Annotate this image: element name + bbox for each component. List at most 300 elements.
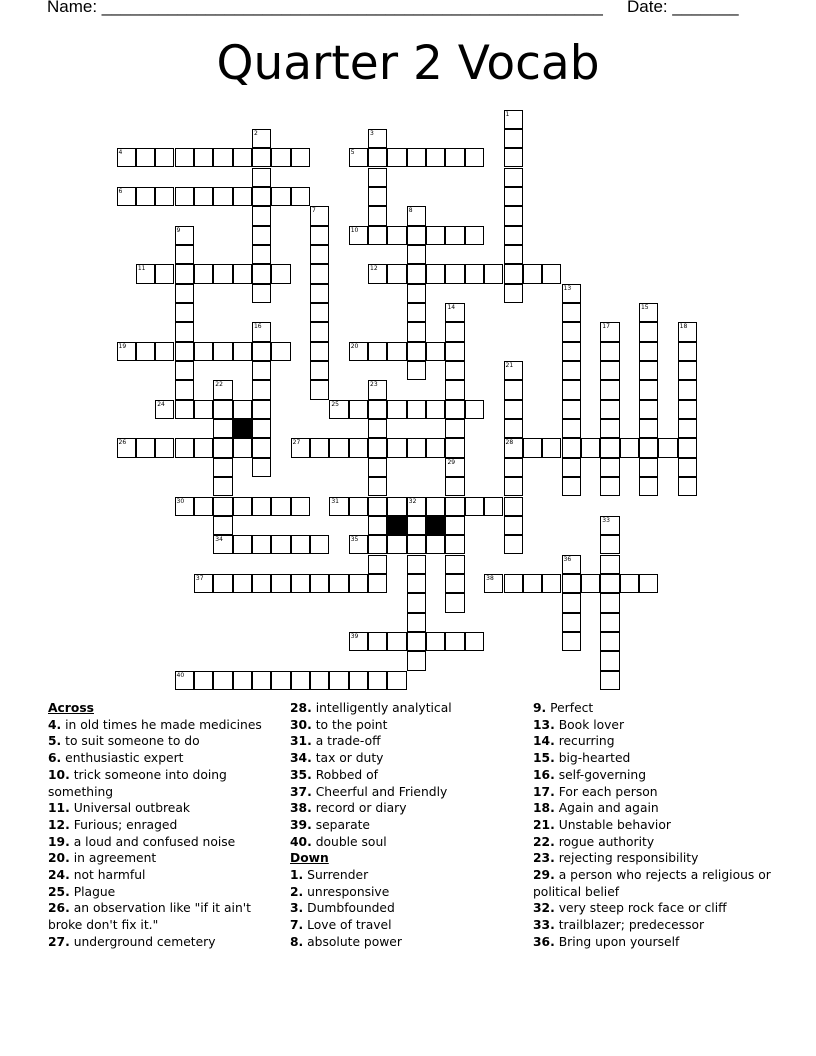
crossword-cell[interactable]: [407, 574, 426, 593]
crossword-cell[interactable]: [445, 516, 464, 535]
crossword-cell[interactable]: [504, 361, 523, 380]
crossword-cell[interactable]: [562, 400, 581, 419]
crossword-cell[interactable]: [233, 148, 252, 167]
crossword-cell[interactable]: [678, 477, 697, 496]
crossword-cell[interactable]: [213, 497, 232, 516]
crossword-cell[interactable]: [310, 380, 329, 399]
crossword-cell[interactable]: [175, 303, 194, 322]
crossword-cell[interactable]: [600, 651, 619, 670]
crossword-cell[interactable]: [465, 400, 484, 419]
crossword-cell[interactable]: [426, 226, 445, 245]
crossword-cell[interactable]: [252, 497, 271, 516]
crossword-cell[interactable]: [504, 516, 523, 535]
crossword-cell[interactable]: [271, 148, 290, 167]
crossword-cell[interactable]: [600, 574, 619, 593]
crossword-cell[interactable]: [271, 574, 290, 593]
crossword-cell[interactable]: [639, 400, 658, 419]
crossword-cell[interactable]: [310, 438, 329, 457]
crossword-cell[interactable]: [407, 245, 426, 264]
crossword-cell[interactable]: [639, 342, 658, 361]
crossword-cell[interactable]: [504, 206, 523, 225]
crossword-cell[interactable]: [678, 361, 697, 380]
crossword-cell[interactable]: [387, 400, 406, 419]
crossword-cell[interactable]: [271, 535, 290, 554]
crossword-cell[interactable]: [562, 342, 581, 361]
crossword-cell[interactable]: [233, 264, 252, 283]
crossword-cell[interactable]: [387, 264, 406, 283]
crossword-cell[interactable]: [310, 303, 329, 322]
crossword-cell[interactable]: [368, 516, 387, 535]
crossword-cell[interactable]: [678, 400, 697, 419]
crossword-cell[interactable]: [504, 264, 523, 283]
date-field-label[interactable]: Date: _______: [627, 0, 739, 16]
crossword-cell[interactable]: [233, 438, 252, 457]
crossword-cell[interactable]: [581, 438, 600, 457]
crossword-cell[interactable]: [252, 245, 271, 264]
crossword-cell[interactable]: [271, 497, 290, 516]
crossword-cell[interactable]: [136, 438, 155, 457]
crossword-cell[interactable]: [562, 322, 581, 341]
crossword-cell[interactable]: [639, 322, 658, 341]
crossword-cell[interactable]: [252, 380, 271, 399]
crossword-cell[interactable]: [233, 400, 252, 419]
crossword-cell[interactable]: [600, 613, 619, 632]
crossword-cell[interactable]: [271, 264, 290, 283]
crossword-cell[interactable]: [387, 148, 406, 167]
crossword-cell[interactable]: [349, 342, 368, 361]
crossword-cell[interactable]: [562, 284, 581, 303]
crossword-cell[interactable]: [291, 574, 310, 593]
crossword-cell[interactable]: [426, 497, 445, 516]
crossword-cell[interactable]: [252, 400, 271, 419]
crossword-cell[interactable]: [252, 419, 271, 438]
crossword-cell[interactable]: [213, 380, 232, 399]
crossword-cell[interactable]: [271, 671, 290, 690]
crossword-cell[interactable]: [407, 400, 426, 419]
crossword-cell[interactable]: [252, 574, 271, 593]
crossword-cell[interactable]: [407, 632, 426, 651]
crossword-cell[interactable]: [213, 671, 232, 690]
crossword-cell[interactable]: [291, 497, 310, 516]
crossword-cell[interactable]: [504, 458, 523, 477]
crossword-cell[interactable]: [310, 206, 329, 225]
crossword-cell[interactable]: [329, 574, 348, 593]
crossword-cell[interactable]: [639, 361, 658, 380]
crossword-cell[interactable]: [562, 593, 581, 612]
crossword-cell[interactable]: [600, 342, 619, 361]
crossword-cell[interactable]: [252, 361, 271, 380]
crossword-cell[interactable]: [368, 497, 387, 516]
crossword-cell[interactable]: [445, 574, 464, 593]
crossword-cell[interactable]: [233, 671, 252, 690]
crossword-cell[interactable]: [252, 206, 271, 225]
crossword-cell[interactable]: [175, 245, 194, 264]
crossword-cell[interactable]: [213, 342, 232, 361]
crossword-cell[interactable]: [175, 226, 194, 245]
crossword-cell[interactable]: [426, 342, 445, 361]
crossword-cell[interactable]: [407, 206, 426, 225]
crossword-cell[interactable]: [445, 632, 464, 651]
crossword-cell[interactable]: [368, 380, 387, 399]
crossword-cell[interactable]: [136, 148, 155, 167]
crossword-cell[interactable]: [175, 264, 194, 283]
crossword-cell[interactable]: [117, 187, 136, 206]
crossword-cell[interactable]: [678, 419, 697, 438]
crossword-cell[interactable]: [368, 342, 387, 361]
crossword-cell[interactable]: [639, 380, 658, 399]
crossword-cell[interactable]: [504, 168, 523, 187]
crossword-cell[interactable]: [504, 574, 523, 593]
crossword-cell[interactable]: [368, 535, 387, 554]
crossword-cell[interactable]: [504, 438, 523, 457]
crossword-cell[interactable]: [600, 458, 619, 477]
crossword-cell[interactable]: [639, 458, 658, 477]
crossword-cell[interactable]: [175, 342, 194, 361]
crossword-cell[interactable]: [445, 400, 464, 419]
crossword-cell[interactable]: [407, 322, 426, 341]
crossword-cell[interactable]: [504, 497, 523, 516]
crossword-cell[interactable]: [620, 574, 639, 593]
crossword-cell[interactable]: [213, 438, 232, 457]
crossword-cell[interactable]: [600, 322, 619, 341]
crossword-cell[interactable]: [387, 632, 406, 651]
crossword-cell[interactable]: [407, 613, 426, 632]
crossword-cell[interactable]: [407, 284, 426, 303]
crossword-cell[interactable]: [407, 535, 426, 554]
crossword-cell[interactable]: [175, 400, 194, 419]
crossword-cell[interactable]: [445, 593, 464, 612]
crossword-cell[interactable]: [387, 438, 406, 457]
crossword-cell[interactable]: [252, 226, 271, 245]
crossword-cell[interactable]: [639, 574, 658, 593]
crossword-cell[interactable]: [213, 535, 232, 554]
crossword-cell[interactable]: [155, 400, 174, 419]
crossword-cell[interactable]: [445, 342, 464, 361]
crossword-cell[interactable]: [194, 264, 213, 283]
crossword-cell[interactable]: [387, 671, 406, 690]
crossword-cell[interactable]: [136, 264, 155, 283]
crossword-cell[interactable]: [426, 148, 445, 167]
crossword-cell[interactable]: [600, 535, 619, 554]
crossword-cell[interactable]: [136, 342, 155, 361]
crossword-cell[interactable]: [562, 303, 581, 322]
crossword-cell[interactable]: [426, 438, 445, 457]
crossword-cell[interactable]: [465, 632, 484, 651]
crossword-cell[interactable]: [252, 264, 271, 283]
crossword-cell[interactable]: [155, 342, 174, 361]
crossword-cell[interactable]: [445, 419, 464, 438]
crossword-cell[interactable]: [600, 477, 619, 496]
crossword-cell[interactable]: [445, 264, 464, 283]
crossword-cell[interactable]: [620, 438, 639, 457]
crossword-cell[interactable]: [504, 245, 523, 264]
crossword-cell[interactable]: [368, 477, 387, 496]
crossword-cell[interactable]: [368, 206, 387, 225]
crossword-cell[interactable]: [155, 264, 174, 283]
crossword-cell[interactable]: [252, 322, 271, 341]
crossword-cell[interactable]: [562, 380, 581, 399]
crossword-cell[interactable]: [542, 264, 561, 283]
crossword-cell[interactable]: [175, 380, 194, 399]
crossword-cell[interactable]: [136, 187, 155, 206]
crossword-cell[interactable]: [310, 361, 329, 380]
crossword-cell[interactable]: [349, 400, 368, 419]
crossword-cell[interactable]: [504, 129, 523, 148]
crossword-cell[interactable]: [523, 438, 542, 457]
crossword-cell[interactable]: [600, 380, 619, 399]
crossword-cell[interactable]: [639, 438, 658, 457]
crossword-cell[interactable]: [504, 400, 523, 419]
crossword-cell[interactable]: [445, 497, 464, 516]
crossword-cell[interactable]: [368, 574, 387, 593]
crossword-cell[interactable]: [349, 148, 368, 167]
crossword-cell[interactable]: [387, 497, 406, 516]
crossword-cell[interactable]: [387, 535, 406, 554]
crossword-cell[interactable]: [233, 535, 252, 554]
crossword-cell[interactable]: [213, 419, 232, 438]
crossword-cell[interactable]: [562, 477, 581, 496]
crossword-cell[interactable]: [407, 555, 426, 574]
crossword-cell[interactable]: [407, 593, 426, 612]
crossword-cell[interactable]: [329, 497, 348, 516]
crossword-cell[interactable]: [465, 226, 484, 245]
crossword-cell[interactable]: [600, 438, 619, 457]
crossword-cell[interactable]: [252, 129, 271, 148]
crossword-cell[interactable]: [562, 438, 581, 457]
crossword-cell[interactable]: [542, 574, 561, 593]
crossword-cell[interactable]: [349, 535, 368, 554]
crossword-cell[interactable]: [252, 284, 271, 303]
crossword-cell[interactable]: [329, 400, 348, 419]
crossword-cell[interactable]: [310, 226, 329, 245]
crossword-cell[interactable]: [175, 438, 194, 457]
crossword-cell[interactable]: [600, 632, 619, 651]
crossword-cell[interactable]: [639, 477, 658, 496]
crossword-cell[interactable]: [368, 419, 387, 438]
crossword-cell[interactable]: [117, 148, 136, 167]
crossword-cell[interactable]: [291, 438, 310, 457]
crossword-cell[interactable]: [194, 400, 213, 419]
crossword-cell[interactable]: [504, 187, 523, 206]
crossword-cell[interactable]: [387, 342, 406, 361]
crossword-cell[interactable]: [310, 284, 329, 303]
crossword-cell[interactable]: [445, 303, 464, 322]
crossword-cell[interactable]: [310, 574, 329, 593]
crossword-cell[interactable]: [678, 380, 697, 399]
crossword-cell[interactable]: [504, 148, 523, 167]
crossword-cell[interactable]: [252, 671, 271, 690]
crossword-cell[interactable]: [368, 226, 387, 245]
crossword-cell[interactable]: [117, 438, 136, 457]
crossword-cell[interactable]: [213, 477, 232, 496]
crossword-cell[interactable]: [368, 187, 387, 206]
crossword-cell[interactable]: [445, 380, 464, 399]
crossword-cell[interactable]: [310, 671, 329, 690]
crossword-cell[interactable]: [562, 555, 581, 574]
crossword-cell[interactable]: [600, 671, 619, 690]
crossword-cell[interactable]: [291, 187, 310, 206]
crossword-cell[interactable]: [562, 419, 581, 438]
crossword-cell[interactable]: [562, 458, 581, 477]
crossword-cell[interactable]: [445, 148, 464, 167]
crossword-cell[interactable]: [252, 458, 271, 477]
crossword-cell[interactable]: [368, 400, 387, 419]
crossword-cell[interactable]: [368, 632, 387, 651]
crossword-cell[interactable]: [175, 284, 194, 303]
crossword-cell[interactable]: [155, 187, 174, 206]
crossword-cell[interactable]: [504, 535, 523, 554]
crossword-cell[interactable]: [445, 458, 464, 477]
crossword-cell[interactable]: [194, 497, 213, 516]
crossword-cell[interactable]: [194, 187, 213, 206]
crossword-cell[interactable]: [329, 671, 348, 690]
crossword-cell[interactable]: [407, 361, 426, 380]
crossword-cell[interactable]: [310, 264, 329, 283]
crossword-cell[interactable]: [291, 148, 310, 167]
crossword-cell[interactable]: [658, 438, 677, 457]
crossword-cell[interactable]: [445, 361, 464, 380]
crossword-cell[interactable]: [175, 497, 194, 516]
crossword-cell[interactable]: [349, 438, 368, 457]
crossword-cell[interactable]: [194, 438, 213, 457]
crossword-cell[interactable]: [465, 148, 484, 167]
crossword-cell[interactable]: [194, 342, 213, 361]
crossword-cell[interactable]: [407, 342, 426, 361]
crossword-cell[interactable]: [310, 245, 329, 264]
crossword-cell[interactable]: [407, 303, 426, 322]
crossword-cell[interactable]: [504, 477, 523, 496]
crossword-cell[interactable]: [581, 574, 600, 593]
crossword-cell[interactable]: [175, 322, 194, 341]
crossword-cell[interactable]: [407, 516, 426, 535]
crossword-cell[interactable]: [233, 187, 252, 206]
crossword-cell[interactable]: [562, 361, 581, 380]
crossword-cell[interactable]: [407, 226, 426, 245]
crossword-cell[interactable]: [445, 322, 464, 341]
crossword-cell[interactable]: [194, 574, 213, 593]
crossword-cell[interactable]: [426, 264, 445, 283]
crossword-cell[interactable]: [407, 651, 426, 670]
crossword-cell[interactable]: [233, 574, 252, 593]
crossword-cell[interactable]: [600, 361, 619, 380]
crossword-cell[interactable]: [310, 342, 329, 361]
crossword-cell[interactable]: [639, 303, 658, 322]
crossword-cell[interactable]: [368, 438, 387, 457]
crossword-cell[interactable]: [349, 226, 368, 245]
crossword-cell[interactable]: [155, 148, 174, 167]
crossword-cell[interactable]: [600, 400, 619, 419]
crossword-cell[interactable]: [175, 361, 194, 380]
crossword-cell[interactable]: [310, 322, 329, 341]
crossword-cell[interactable]: [349, 671, 368, 690]
crossword-cell[interactable]: [368, 168, 387, 187]
crossword-cell[interactable]: [445, 226, 464, 245]
crossword-cell[interactable]: [504, 226, 523, 245]
crossword-cell[interactable]: [600, 419, 619, 438]
crossword-cell[interactable]: [349, 497, 368, 516]
crossword-cell[interactable]: [252, 187, 271, 206]
crossword-cell[interactable]: [445, 555, 464, 574]
crossword-cell[interactable]: [562, 574, 581, 593]
crossword-cell[interactable]: [291, 671, 310, 690]
crossword-cell[interactable]: [291, 535, 310, 554]
crossword-cell[interactable]: [368, 264, 387, 283]
crossword-cell[interactable]: [562, 632, 581, 651]
crossword-cell[interactable]: [368, 129, 387, 148]
crossword-cell[interactable]: [484, 574, 503, 593]
crossword-cell[interactable]: [523, 264, 542, 283]
crossword-cell[interactable]: [504, 284, 523, 303]
crossword-cell[interactable]: [194, 671, 213, 690]
crossword-cell[interactable]: [678, 458, 697, 477]
crossword-cell[interactable]: [349, 574, 368, 593]
crossword-cell[interactable]: [271, 342, 290, 361]
crossword-cell[interactable]: [213, 400, 232, 419]
crossword-cell[interactable]: [252, 438, 271, 457]
crossword-cell[interactable]: [445, 535, 464, 554]
crossword-cell[interactable]: [155, 438, 174, 457]
crossword-cell[interactable]: [600, 593, 619, 612]
crossword-cell[interactable]: [310, 535, 329, 554]
name-field-label[interactable]: Name: _____________________________________________________: [47, 0, 603, 16]
crossword-cell[interactable]: [175, 187, 194, 206]
crossword-cell[interactable]: [213, 574, 232, 593]
crossword-cell[interactable]: [504, 380, 523, 399]
crossword-cell[interactable]: [233, 497, 252, 516]
crossword-cell[interactable]: [639, 419, 658, 438]
crossword-cell[interactable]: [484, 497, 503, 516]
crossword-cell[interactable]: [600, 555, 619, 574]
crossword-cell[interactable]: [426, 632, 445, 651]
crossword-cell[interactable]: [445, 438, 464, 457]
crossword-cell[interactable]: [271, 187, 290, 206]
crossword-cell[interactable]: [387, 226, 406, 245]
crossword-cell[interactable]: [175, 148, 194, 167]
crossword-cell[interactable]: [600, 516, 619, 535]
crossword-cell[interactable]: [252, 342, 271, 361]
crossword-cell[interactable]: [465, 264, 484, 283]
crossword-cell[interactable]: [194, 148, 213, 167]
crossword-cell[interactable]: [426, 535, 445, 554]
crossword-cell[interactable]: [368, 671, 387, 690]
crossword-cell[interactable]: [504, 419, 523, 438]
crossword-cell[interactable]: [562, 613, 581, 632]
crossword-cell[interactable]: [233, 342, 252, 361]
crossword-cell[interactable]: [465, 497, 484, 516]
crossword-cell[interactable]: [445, 477, 464, 496]
crossword-cell[interactable]: [407, 438, 426, 457]
crossword-cell[interactable]: [484, 264, 503, 283]
crossword-cell[interactable]: [542, 438, 561, 457]
crossword-cell[interactable]: [407, 497, 426, 516]
crossword-cell[interactable]: [678, 322, 697, 341]
crossword-cell[interactable]: [407, 264, 426, 283]
crossword-cell[interactable]: [368, 555, 387, 574]
crossword-cell[interactable]: [252, 535, 271, 554]
crossword-cell[interactable]: [213, 187, 232, 206]
crossword-cell[interactable]: [175, 671, 194, 690]
crossword-cell[interactable]: [213, 516, 232, 535]
crossword-cell[interactable]: [329, 438, 348, 457]
crossword-cell[interactable]: [213, 264, 232, 283]
crossword-cell[interactable]: [504, 110, 523, 129]
crossword-cell[interactable]: [426, 400, 445, 419]
crossword-cell[interactable]: [213, 148, 232, 167]
crossword-cell[interactable]: [213, 458, 232, 477]
crossword-cell[interactable]: [252, 168, 271, 187]
crossword-cell[interactable]: [407, 148, 426, 167]
crossword-cell[interactable]: [349, 632, 368, 651]
